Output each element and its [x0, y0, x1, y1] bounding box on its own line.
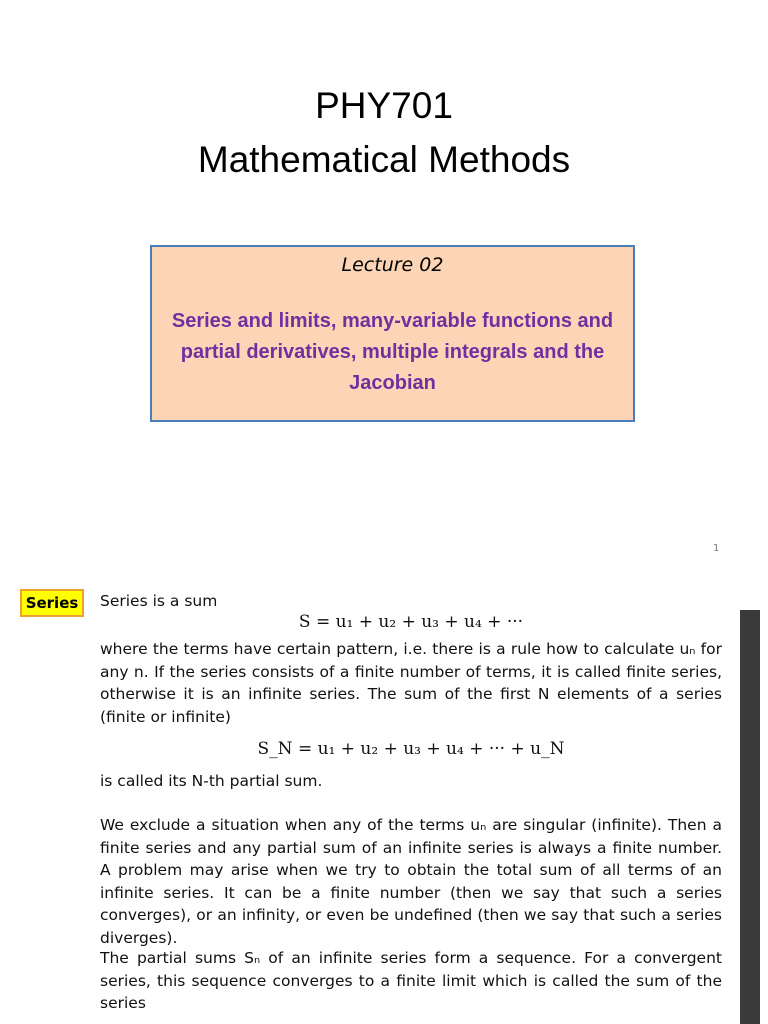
paragraph-convergence: We exclude a situation when any of the terms uₙ are singular (infinite). Then a finite series and any partial sum of an infinite series is always a finite number. A problem may arise when we try to obtain the total sum of all terms of an infinite series. It can be a finite number (then we say that such a series converges), or an infinity, or even be undefined (then we say that such a series diverges). [100, 816, 722, 947]
equation-partial-sum: S_N = u₁ + u₂ + u₃ + u₄ + ··· + u_N [257, 739, 565, 759]
equation-series-sum: S = u₁ + u₂ + u₃ + u₄ + ··· [298, 612, 524, 632]
lecture-box [150, 245, 635, 422]
lecture-number: Lecture 02 [341, 254, 444, 276]
intro-text: Series is a sum [100, 592, 218, 610]
scrollbar[interactable] [740, 610, 760, 1024]
paragraph-partial-sum: is called its N-th partial sum. [100, 772, 323, 790]
lecture-topic: Series and limits, many-variable functions and partial derivatives, multiple integrals and the Jacobian [171, 310, 614, 394]
course-name: Mathematical Methods [197, 139, 571, 180]
series-tag: Series [20, 589, 84, 617]
paragraph-definition: where the terms have certain pattern, i.e. there is a rule how to calculate uₙ for any n. If the series consists of a finite number of terms, it is called finite series, otherwise it is an infinite series. The sum of the first N elements of a series (finite or infinite) [100, 640, 722, 726]
course-code: PHY701 [315, 85, 453, 126]
slide-number: 1 [713, 543, 720, 554]
paragraph-sequence: The partial sums Sₙ of an infinite series form a sequence. For a convergent series, this sequence converges to a finite limit which is called the sum of the series [100, 949, 722, 1012]
